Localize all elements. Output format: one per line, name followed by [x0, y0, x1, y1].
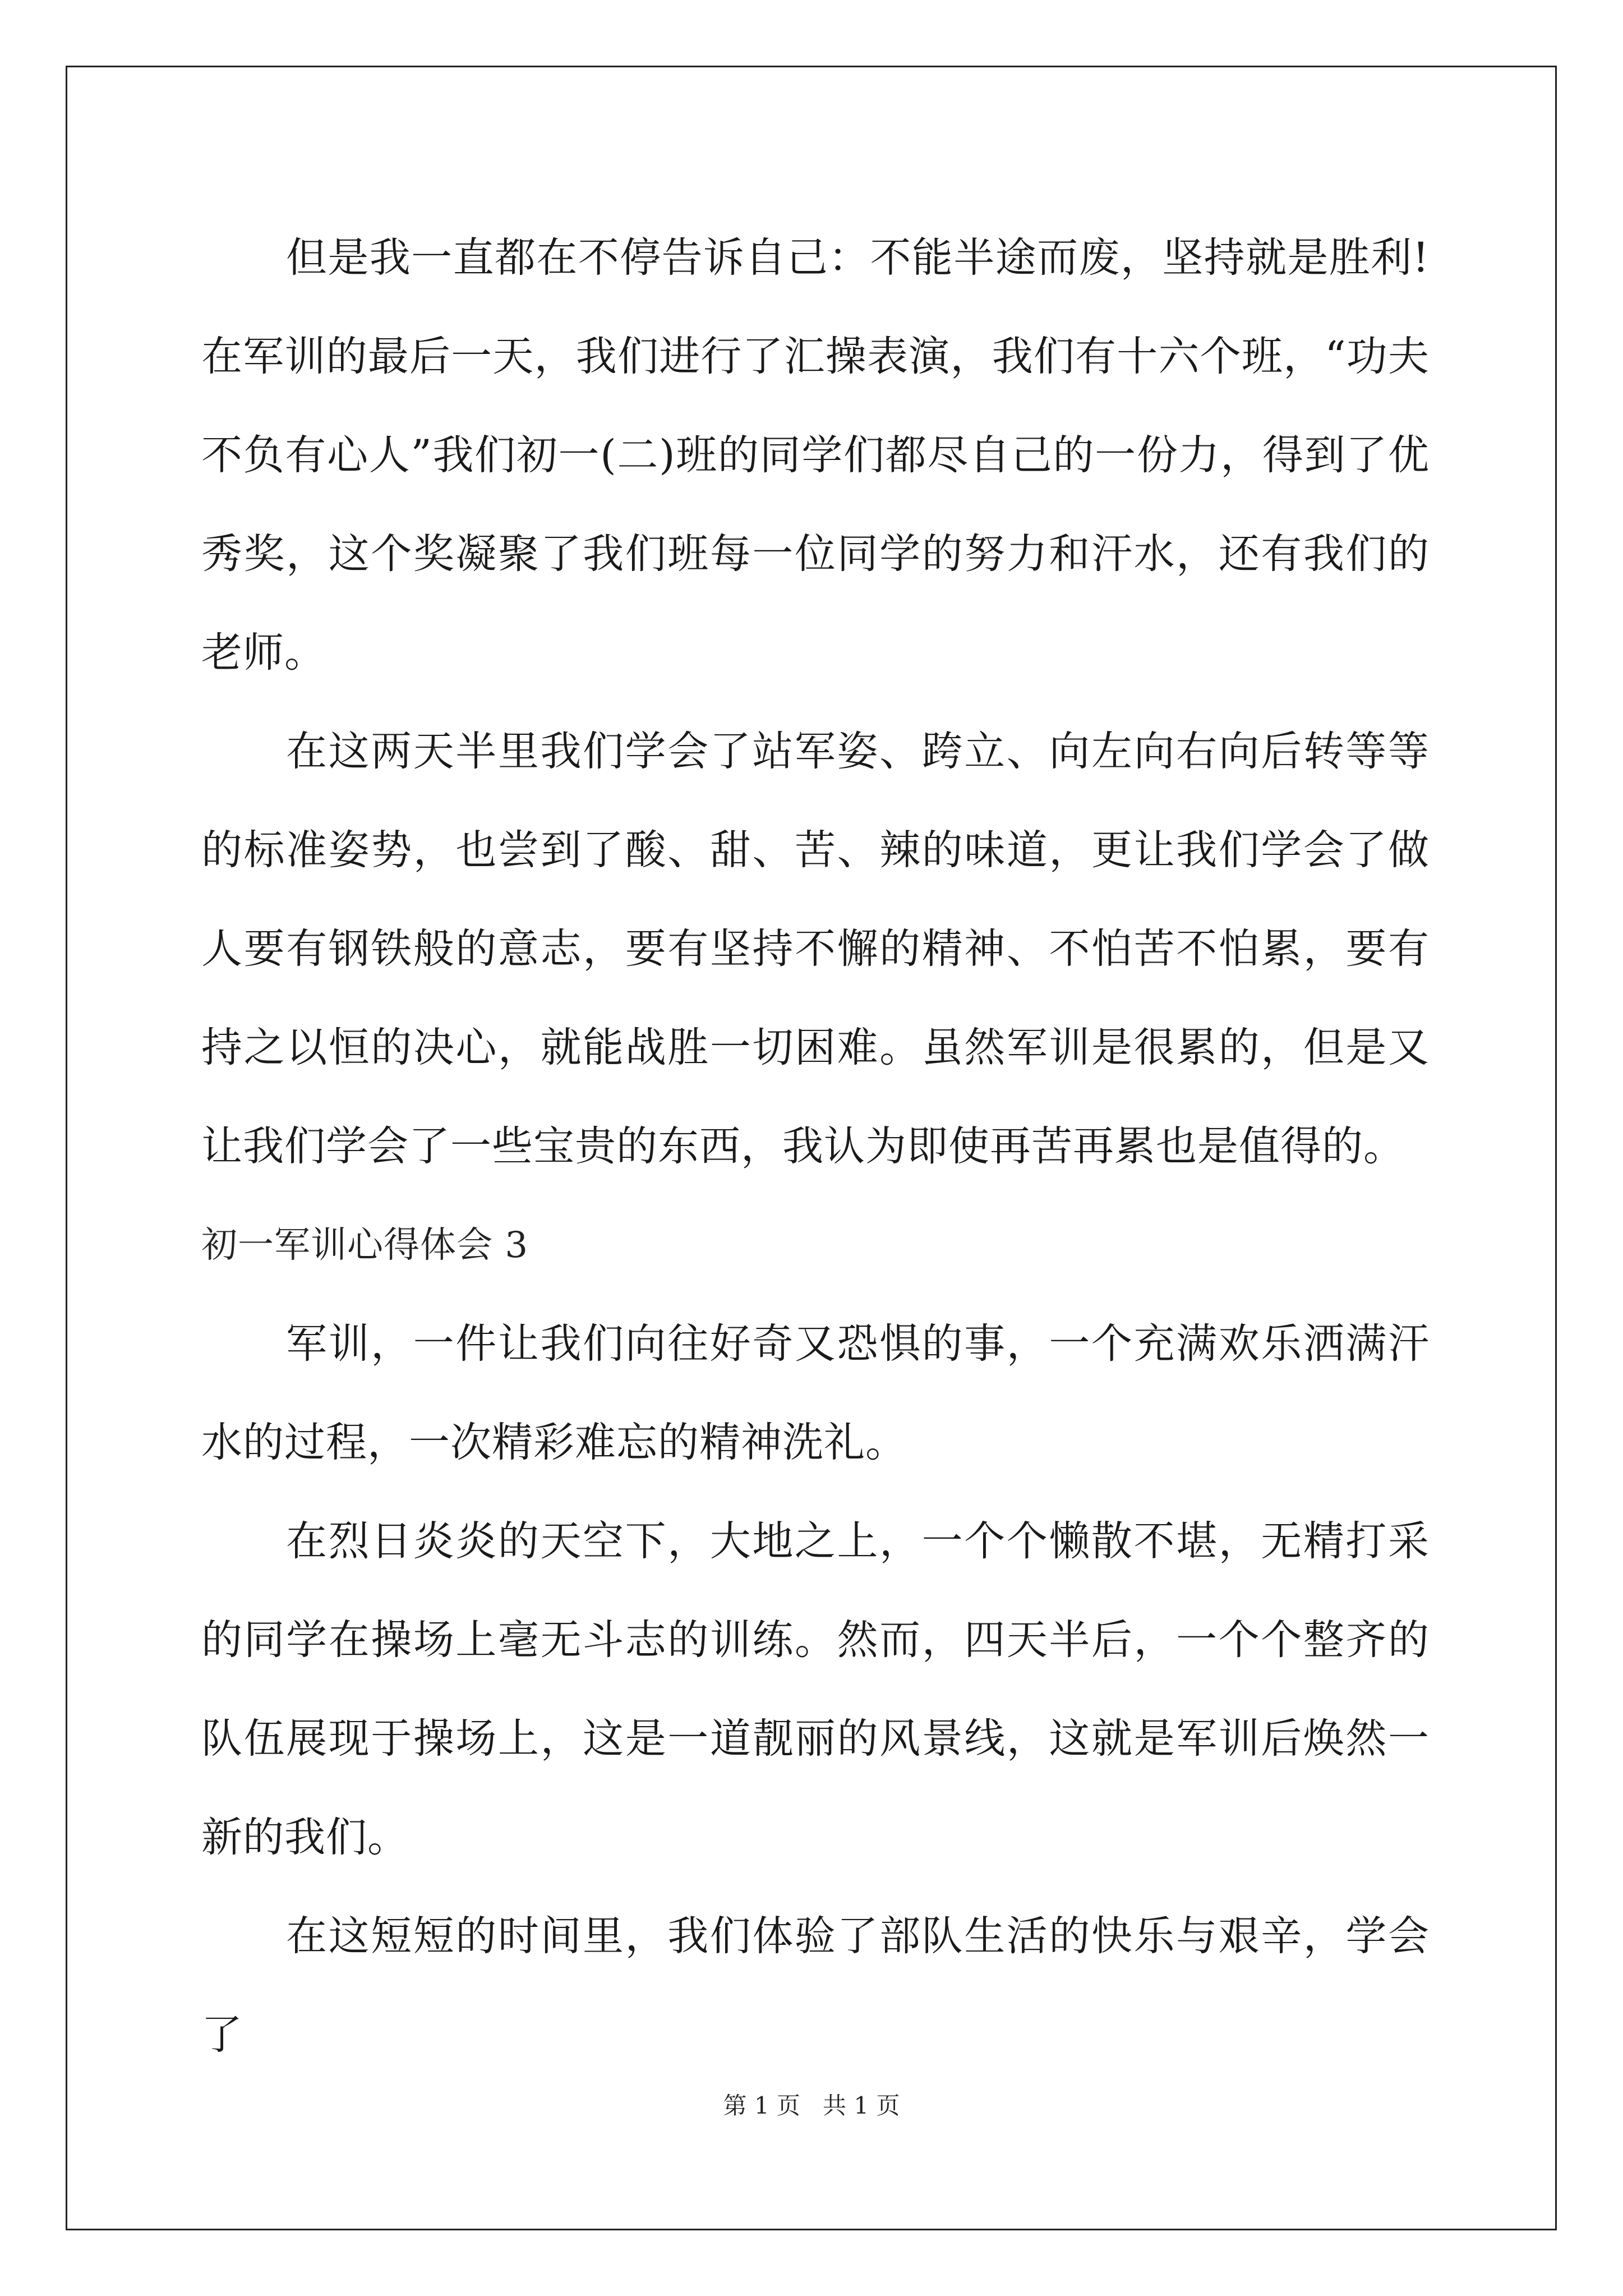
- document-body: [201, 209, 1430, 2085]
- paragraph: 在烈日炎炎的天空下，大地之上，一个个懒散不堪，无精打采的同学在操场上毫无斗志的训练。然而，四天半后，一个个整齐的队伍展现于操场上，这是一道靓丽的风景线，这就是军训后焕然一新的我们。: [201, 1517, 1430, 1861]
- paragraph: 在这两天半里我们学会了站军姿、跨立、向左向右向后转等等的标准姿势，也尝到了酸、甜、苦、辣的味道，更让我们学会了做人要有钢铁般的意志，要有坚持不懈的精神、不怕苦不怕累，要有持之以恒的决心，就能战胜一切困难。虽然军训是很累的，但是又让我们学会了一些宝贵的东西，我认为即使再苦再累也是值得的。: [201, 728, 1430, 1170]
- paragraph: 但是我一直都在不停告诉自己：不能半途而废，坚持就是胜利!在军训的最后一天，我们进行了汇操表演，我们有十六个班，“功夫不负有心人”我们初一(二)班的同学们都尽自己的一份力，得到了优秀奖，这个奖凝聚了我们班每一位同学的努力和汗水，还有我们的老师。: [201, 234, 1430, 677]
- paragraph: 在这短短的时间里，我们体验了部队生活的快乐与艰辛，学会了: [201, 1912, 1430, 2059]
- section-heading: 初一军训心得体会 3: [201, 1225, 529, 1266]
- paragraph: 军训，一件让我们向往好奇又恐惧的事，一个充满欢乐洒满汗水的过程，一次精彩难忘的精神洗礼。: [201, 1320, 1430, 1466]
- page-number-footer: 第 1 页 共 1 页: [723, 2092, 900, 2119]
